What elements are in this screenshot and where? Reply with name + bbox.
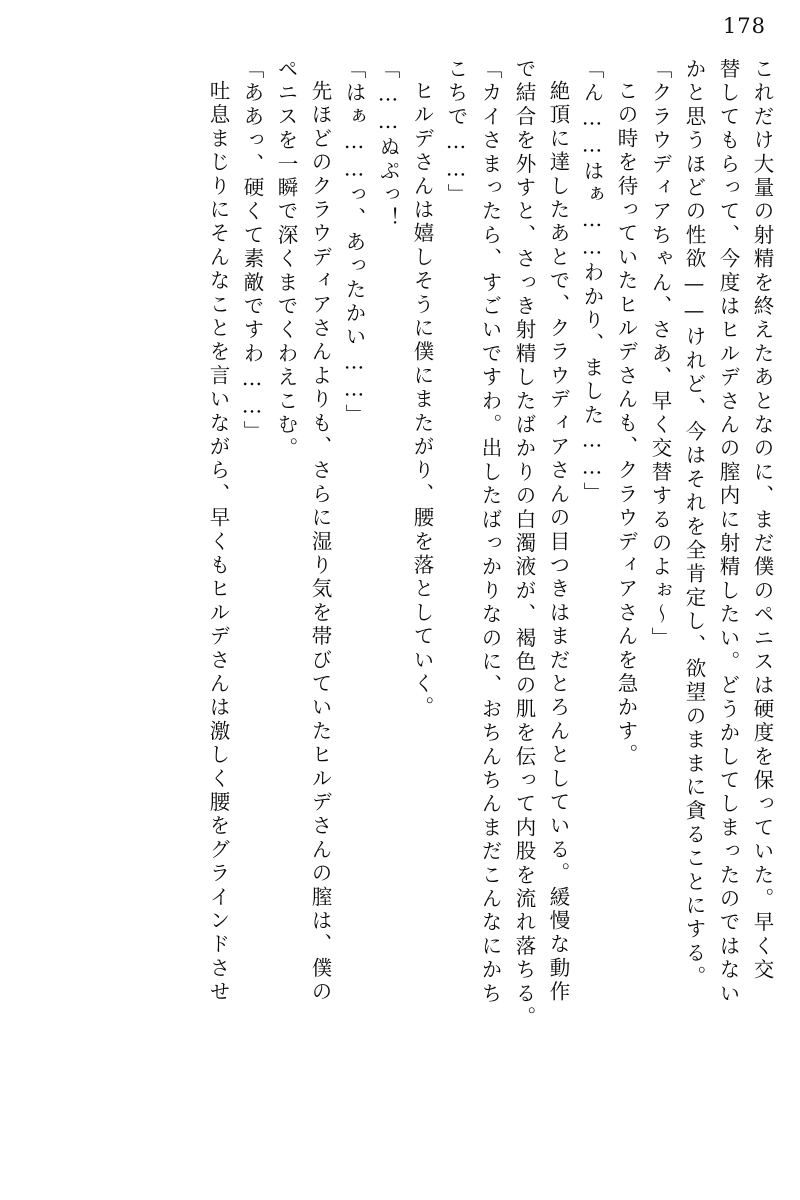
text-line: 「クラウディアちゃん、さあ、早く交替するのよぉ～」	[648, 58, 672, 651]
text-line: こちで……」	[444, 58, 468, 208]
text-line: 「……ぬぷっ！	[376, 58, 400, 231]
text-line: 「カイさまったら、すごいですわ。出したばっかりなのに、おちんちんまだこんなにかち	[478, 58, 502, 1006]
text-line: この時を待っていたヒルデさんも、クラウディアさんを急かす。	[614, 80, 638, 768]
text-line: 替してもらって、今度はヒルデさんの膣内に射精したい。どうかしてしまったのではない	[716, 58, 740, 1006]
text-line: 「ああっ、硬くて素敵ですわ……」	[240, 58, 264, 445]
page-number: 178	[722, 14, 766, 38]
text-line: ペニスを一瞬で深くまでくわえこむ。	[274, 58, 298, 461]
text-line: 「ん……はぁ……わかり、ました……」	[580, 58, 604, 506]
text-line: 吐息まじりにそんなことを言いながら、早くもヒルデさんは激しく腰をグラインドさせ	[206, 80, 230, 1005]
text-line: 先ほどのクラウディアさんよりも、さらに湿り気を帯びていたヒルデさんの膣は、僕の	[308, 80, 332, 1005]
text-line: 「はぁ……っ、あったかい……」	[342, 58, 366, 428]
text-line: 絶頂に達したあとで、クラウディアさんの目つきはまだとろんとしている。緩慢な動作	[546, 80, 570, 1005]
text-line: で結合を外すと、さっき射精したばかりの白濁液が、褐色の肌を伝って内股を流れ落ちる。	[512, 58, 536, 1030]
vertical-text-body	[40, 58, 772, 1190]
text-line: かと思うほどの性欲——けれど、今はそれを全肯定し、欲望のままに貪ることにする。	[682, 58, 706, 990]
text-line: ヒルデさんは嬉しそうに僕にまたがり、腰を落としていく。	[410, 80, 434, 720]
text-line: これだけ大量の射精を終えたあとなのに、まだ僕のペニスは硬度を保っていた。早く交	[750, 58, 774, 983]
